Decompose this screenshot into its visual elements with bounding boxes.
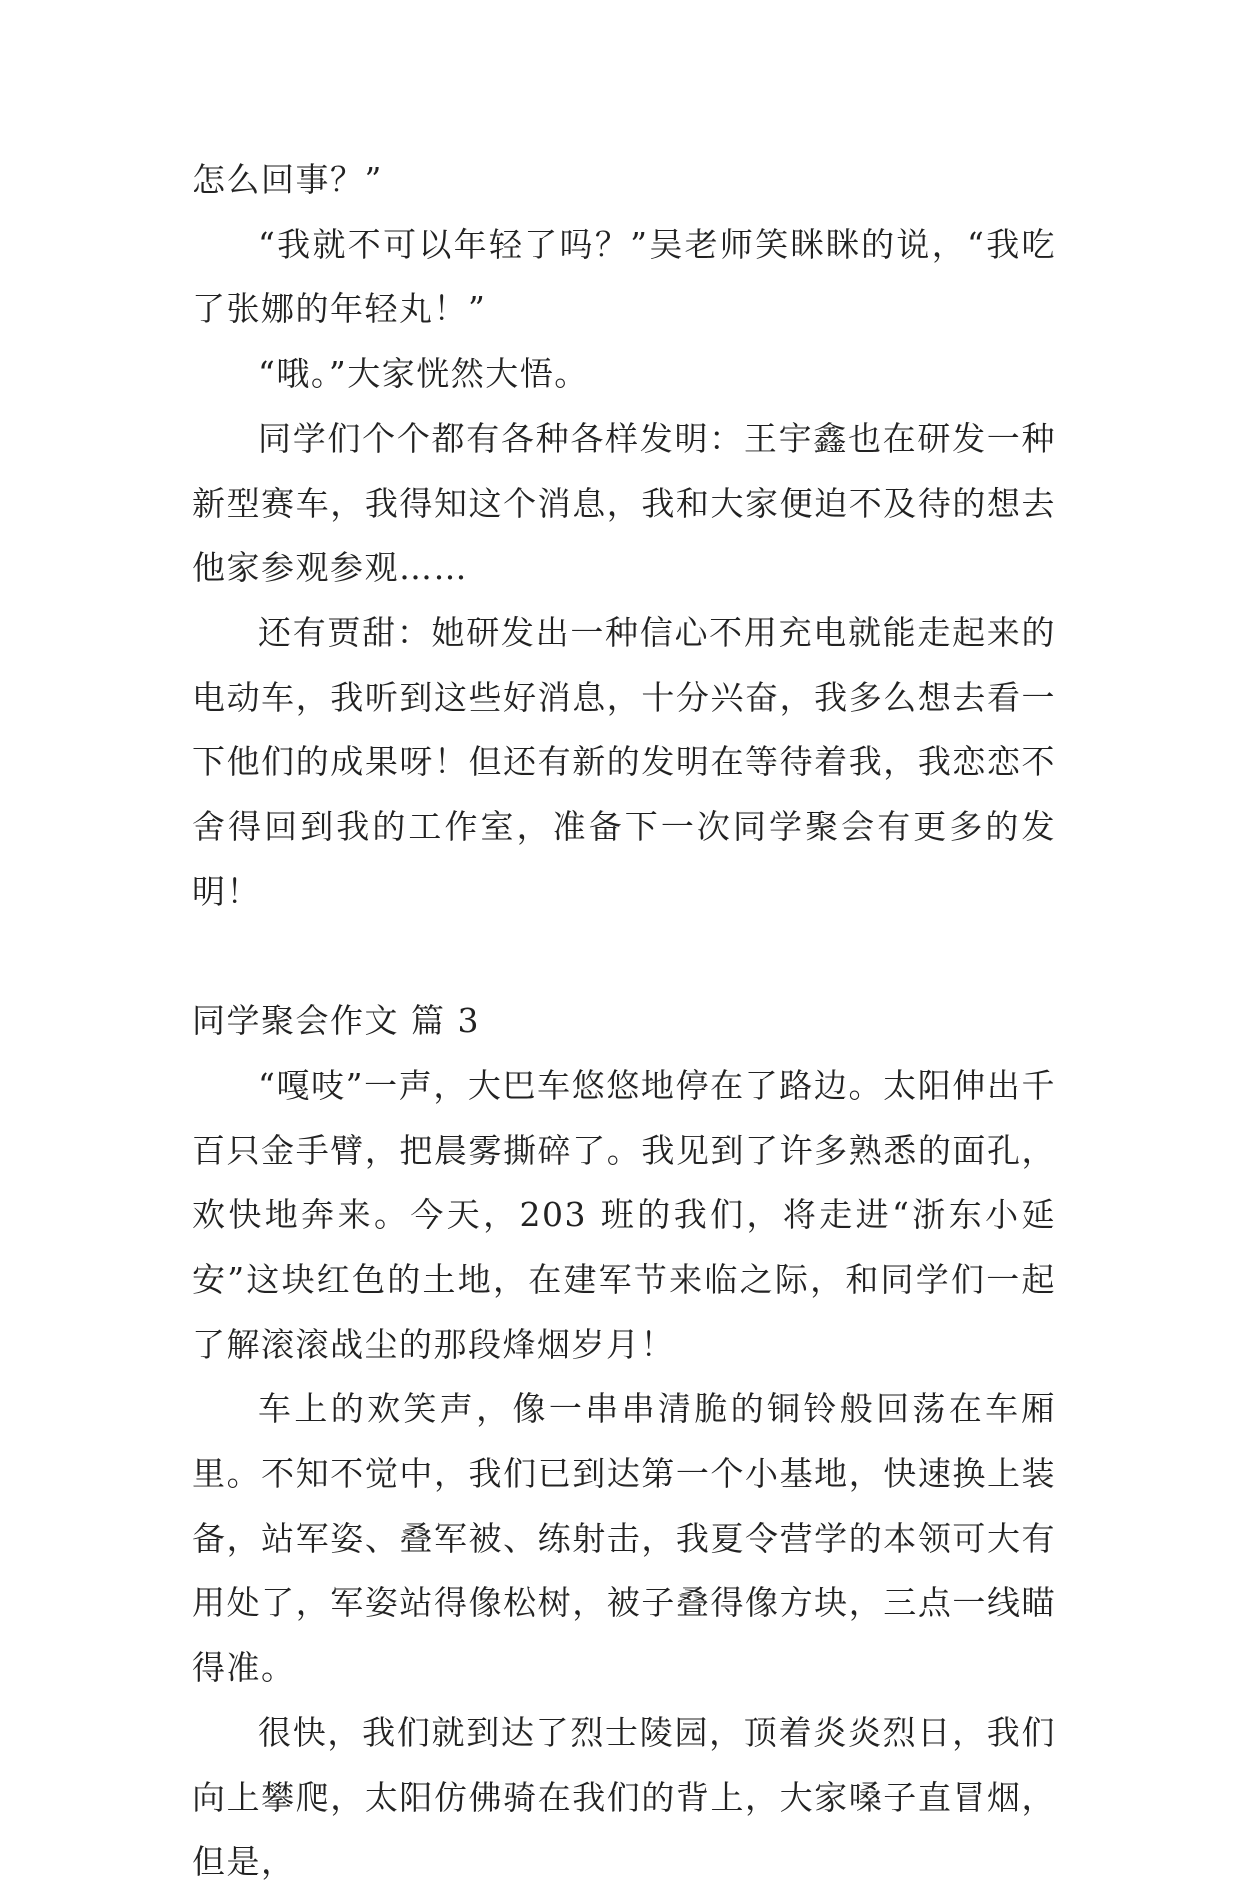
document-body [192,148,1056,1895]
paragraph-cemetery: 很快，我们就到达了烈士陵园，顶着炎炎烈日，我们向上攀爬，太阳仿佛骑在我们的背上，大家嗓子直冒烟，但是， [192,1712,1056,1882]
section-heading: 同学聚会作文 篇 3 [192,1001,480,1041]
paragraph-bus-arrival: “嘎吱”一声，大巴车悠悠地停在了路边。太阳伸出千百只金手臂，把晨雾撕碎了。我见到了许多熟悉的面孔，欢快地奔来。今天，203 班的我们，将走进“浙东小延安”这块红色的土地，在建军节来临之际，和同学们一起了解滚滚战尘的那段烽烟岁月！ [192,1065,1056,1364]
paragraph-bus-laughter: 车上的欢笑声，像一串串清脆的铜铃般回荡在车厢里。不知不觉中，我们已到达第一个小基地，快速换上装备，站军姿、叠军被、练射击，我夏令营学的本领可大有用处了，军姿站得像松树，被子叠得像方块，三点一线瞄得准。 [192,1389,1056,1688]
paragraph-quote-teacher: “我就不可以年轻了吗？”吴老师笑眯眯的说，“我吃了张娜的年轻丸！” [192,224,1056,329]
paragraph-inventions: 同学们个个都有各种各样发明：王宇鑫也在研发一种新型赛车，我得知这个消息，我和大家便迫不及待的想去他家参观参观…… [192,418,1056,588]
continuation-line: 怎么回事？” [192,160,383,199]
section-spacer [192,924,1056,989]
paragraph-realization: “哦。”大家恍然大悟。 [258,354,589,394]
paragraph-jia-tian: 还有贾甜：她研发出一种信心不用充电就能走起来的电动车，我听到这些好消息，十分兴奋，我多么想去看一下他们的成果呀！但还有新的发明在等待着我，我恋恋不舍得回到我的工作室，准备下一次同学聚会有更多的发明！ [192,612,1056,911]
